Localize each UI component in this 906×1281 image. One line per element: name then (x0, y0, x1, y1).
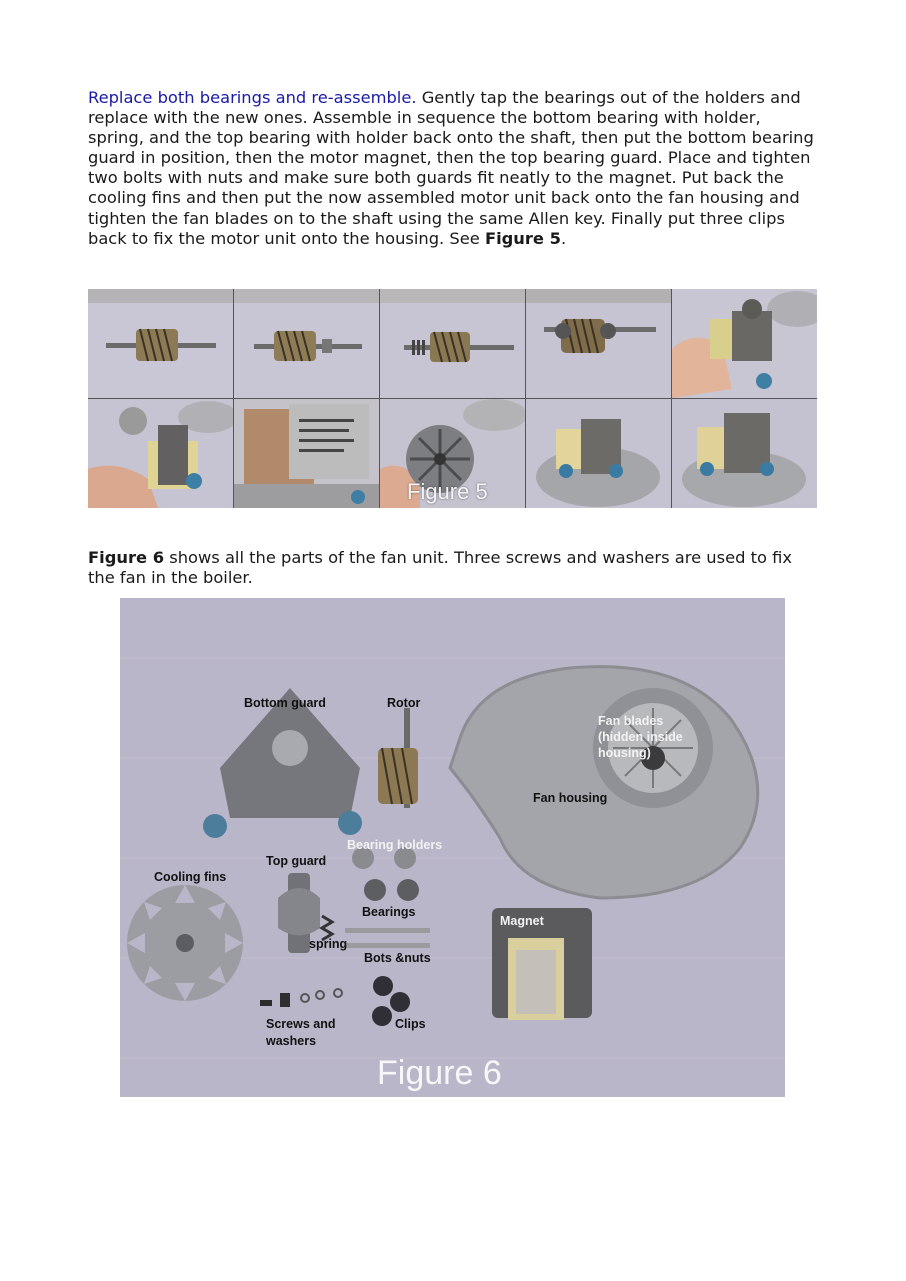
figure6-caption: Figure 6 (377, 1054, 502, 1092)
label-fan-blades-3: housing) (598, 746, 651, 760)
label-clips: Clips (395, 1017, 426, 1031)
photo-hand-motor-1 (672, 289, 817, 398)
photo-motor-on-housing-1 (526, 399, 671, 508)
figure6-illustration (120, 598, 785, 1097)
label-fan-housing: Fan housing (533, 791, 608, 805)
figure5-caption: Figure 5 (407, 479, 488, 504)
figure6-parts-photo (120, 598, 785, 1097)
label-bolts-nuts: Bots &nuts (364, 951, 431, 965)
label-rotor: Rotor (387, 696, 421, 710)
label-top-guard: Top guard (266, 854, 327, 868)
figure5-photo-grid (88, 289, 817, 508)
figure6-reference: Figure 6 (88, 548, 165, 567)
figure5-reference: Figure 5 (484, 228, 561, 248)
photo-rotor-4 (526, 289, 671, 398)
photo-motor-on-housing-2 (672, 399, 817, 508)
label-bearings: Bearings (362, 905, 416, 919)
paragraph-end: . (560, 228, 567, 248)
photo-motor-label (234, 399, 379, 508)
label-fan-blades: Fan blades (598, 714, 664, 728)
parts-text: shows all the parts of the fan unit. Three screws and washers are used to fix the fan in the boiler. (88, 548, 793, 588)
instruction-heading: Replace both bearings and re-assemble. (88, 88, 417, 107)
label-spring: spring (309, 937, 348, 951)
photo-rotor-3 (380, 289, 525, 398)
label-magnet: Magnet (500, 914, 544, 928)
paragraph-reassembly (88, 88, 818, 249)
label-screws-washers: Screws and (266, 1017, 336, 1031)
label-bearing-holders: Bearing holders (347, 838, 443, 852)
photo-hand-motor-2 (88, 399, 233, 508)
photo-rotor-2 (234, 289, 379, 398)
label-screws-washers-2: washers (266, 1034, 317, 1048)
paragraph-parts (88, 548, 818, 588)
label-bottom-guard: Bottom guard (244, 696, 326, 710)
label-cooling-fins: Cooling fins (154, 870, 227, 884)
label-fan-blades-2: (hidden inside (598, 730, 683, 744)
photo-rotor-1 (88, 289, 233, 398)
instruction-text: Gently tap the bearings out of the holders and replace with the new ones. Assemble in sequence the bottom bearing with holder, spring, and the top bearing with holder back onto the shaft, then put the bottom bearing guard in position, then the motor magnet, then the top bearing guard. Place and tighten two bolts with nuts and make sure both guards fit neatly to the magnet. Put back the cooling fins and then put the now assembled motor unit back onto the fan housing and tighten the fan blades on to the shaft using the same Allen key. Finally put three clips back to fix the motor unit onto the housing. See (88, 88, 814, 248)
